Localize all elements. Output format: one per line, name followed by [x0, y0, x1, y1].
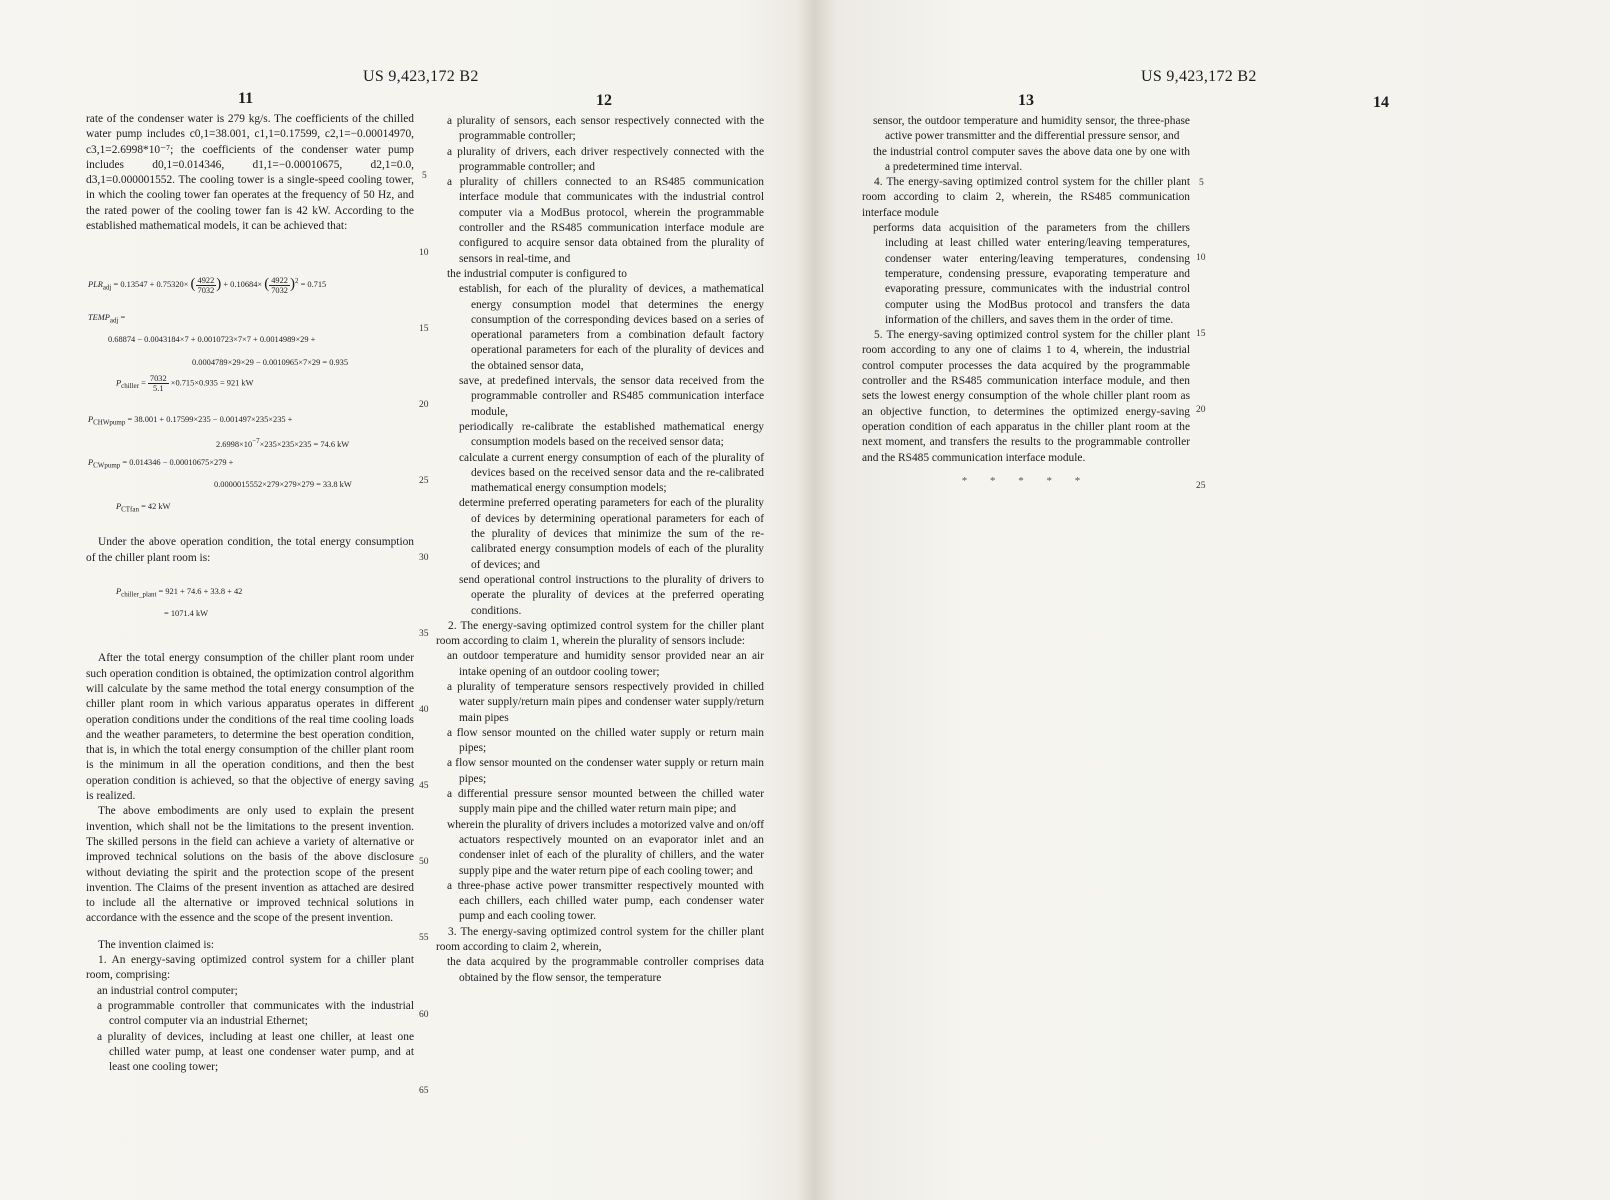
formula-total-line-1: $P_{chiller\_plant} = 921 + 74.6 + 33.8 + 42$ [116, 587, 243, 600]
formula-plr-symbol: PLR [88, 280, 103, 290]
column-11 [86, 112, 414, 1075]
left-page [0, 0, 800, 1200]
formula-chw-line-1: $P_{CHWpump} = 38.001 + 0.17599\times 235 - 0.001497\times 235\times 235$ + [88, 415, 293, 428]
formula-temp-line-1: 0.68874 − 0.0043184×7 + 0.0010723×7×7 + 0.0014989×29 + [108, 335, 316, 345]
claim-4-preamble: 4. The energy-saving optimized control system for the chiller plant room according to claim 2, wherein, the RS485 communication interface module [862, 176, 1190, 219]
patent-header-right: US 9,423,172 B2 [1141, 68, 1257, 85]
page-number-12: 12 [596, 92, 612, 109]
claim-4-performs: performs data acquisition of the parameters from the chillers including at least chilled water entering/leaving temperatures, condenser water entering/leaving temperatures, condensing temperature, condensing pressure, evaporating temperature and evaporating pressure, communicates with the industrial control computer using the ModBus protocol and transfers the data information of the chillers, and saves them in the order of time. [873, 222, 1190, 326]
claim-1-establish: establish, for each of the plurality of devices, a mathematical energy consumption model that determines the energy consumption of the corresponding devices based on a series of operational parameters from a combination default factory operational parameters for each of the plurality of devices and the obtained sensor data, [459, 283, 764, 372]
line-number: 5 [1199, 178, 1204, 188]
formula-plr-sub: adj [102, 283, 112, 292]
claim-2-outdoor-sensor: an outdoor temperature and humidity sensor provided near an air intake opening of an outdoor cooling tower; [447, 650, 764, 678]
page-number-14: 14 [1373, 94, 1389, 111]
line-number: 20 [419, 400, 429, 410]
formula-plr-num-2: 4922 [271, 275, 288, 285]
claim-1-element-b: a programmable controller that communicates with the industrial control computer via an industrial Ethernet; [97, 999, 414, 1028]
claim-1-sensors: a plurality of sensors, each sensor respectively connected with the programmable controller; [447, 115, 764, 143]
claim-2-power-transmitter: a three-phase active power transmitter respectively mounted with each chillers, each chilled water pump, each condenser water pump and each cooling tower. [447, 879, 764, 923]
line-number: 35 [419, 629, 429, 639]
paragraph-after: After the total energy consumption of the chiller plant room under such operation condition is obtained, the optimization control algorithm will calculate by the same method the total energy consumption of the chiller plant room in which various apparatus operates in different operation conditions under the conditions of the real time cooling loads and the weather parameters, to determine the best operation condition, that is, in which the total energy consumption of the chiller plant room is the minimum in all the operation conditions, and then the best operation condition is achieved, so that the objective of energy saving is realized. [86, 652, 414, 803]
formula-ctfan: $P_{CTfan} = 42$ kW [116, 502, 171, 515]
line-number: 10 [419, 248, 429, 258]
claim-1-chillers: a plurality of chillers connected to an RS485 communication interface module that communicates with the industrial control computer via a ModBus protocol, wherein the programmable controller and the RS485 communication interface module are configured to acquire sensor data obtained from the plurality of sensors in real-time, and [447, 176, 764, 265]
line-number: 60 [419, 1010, 429, 1020]
claim-1-preamble: 1. An energy-saving optimized control system for a chiller plant room, comprising: [86, 954, 414, 982]
line-number: 45 [419, 781, 429, 791]
claim-1-save: save, at predefined intervals, the sensor data received from the programmable controller and RS485 communication interface module, [459, 375, 764, 418]
formula-cw-line-1: $P_{CWpump} = 0.014346 - 0.00010675\times 279$ + [88, 458, 234, 471]
formula-chw-line-2: $2.6998\times 10^{-7}\times 235\times 235\times 235 = 74.6$ kW [216, 437, 350, 450]
patent-header-left: US 9,423,172 B2 [363, 68, 479, 85]
line-number: 5 [422, 171, 427, 181]
line-number: 25 [1196, 481, 1206, 491]
line-number: 65 [419, 1086, 429, 1096]
page-number-11: 11 [238, 90, 254, 107]
formula-plr-term-a: = 0.13547 + 0.75320× [113, 280, 189, 290]
formula-plr-num-1: 4922 [197, 275, 215, 285]
line-number: 55 [419, 933, 429, 943]
right-page [810, 0, 1610, 1200]
formula-plr-result: = 0.715 [300, 280, 327, 290]
claim-1-calculate: calculate a current energy consumption of each of the plurality of devices based on the received sensor data and the re-calibrated mathematical energy consumption models; [459, 451, 764, 495]
claim-2-pressure-sensor: a differential pressure sensor mounted between the chilled water supply main pipe and the chilled water return main pipe; and [447, 788, 764, 816]
line-number: 15 [419, 324, 429, 334]
formula-pchiller: $P_{chiller}$ = $\frac{7032}{5.1}$ ×0.715×0.935 = 921 kW [116, 374, 254, 394]
claim-1-element-c: a plurality of devices, including at least one chiller, at least one chilled water pump, at least one condenser water pump, and at least one cooling tower; [97, 1030, 414, 1074]
claims-heading: The invention claimed is: [98, 938, 215, 951]
line-number: 50 [419, 857, 429, 867]
column-12 [436, 114, 764, 986]
claim-2-temperature-sensors: a plurality of temperature sensors respectively provided in chilled water supply/return main pipes and condenser water supply/return main pipes [447, 680, 764, 724]
formula-cw-line-2: 0.0000015552×279×279×279 = 33.8 kW [214, 480, 352, 490]
claim-3-continued: sensor, the outdoor temperature and humidity sensor, the three-phase active power transmitter and the differential pressure sensor, and [873, 115, 1190, 143]
claim-1-recalibrate: periodically re-calibrate the established mathematical energy consumption models based on the received sensor data; [459, 420, 764, 449]
line-number: 25 [419, 476, 429, 486]
paragraph-under: Under the above operation condition, the total energy consumption of the chiller plant room is: [86, 536, 414, 564]
claim-2-flow-sensor-condenser: a flow sensor mounted on the condenser water supply or return main pipes; [447, 757, 764, 785]
line-number: 40 [419, 705, 429, 715]
formula-plr-den-1: 7032 [197, 285, 215, 295]
paragraph-coefficients: rate of the condenser water is 279 kg/s. The coefficients of the chilled water pump includes c0,1=38.001, c1,1=0.17599, c2,1=−0.00014970, c3,1=2.6998*10⁻⁷; the coefficients of the condenser water pump includes d0,1=0.014346, d1,1=−0.00010675, d2,1=0.0, d3,1=0.000001552. The cooling tower is a single-speed cooling tower, in which the cooling tower fan operates at the frequency of 50 Hz, and the rated power of the cooling tower fan is 42 kW. According to the established mathematical models, it can be achieved that: [86, 113, 414, 233]
formula-plr-square: 2 [294, 277, 299, 286]
page-number-13: 13 [1018, 92, 1034, 109]
claim-2-preamble: 2. The energy-saving optimized control system for the chiller plant room according to claim 1, wherein the plurality of sensors include: [436, 619, 764, 648]
formula-block [86, 234, 414, 619]
line-number: 30 [419, 553, 429, 563]
column-13 [862, 114, 1190, 489]
claim-1-determine: determine preferred operating parameters for each of the plurality of devices by determining operational parameters for each of the plurality of devices that minimize the sum of the re-calibrated energy consumption models of each of the plurality of devices; and [459, 497, 764, 571]
claim-3-preamble: 3. The energy-saving optimized control system for the chiller plant room according to claim 2, wherein, [436, 925, 764, 954]
formula-plr-term-b: + 0.10684× [223, 280, 263, 290]
claim-2-flow-sensor-chilled: a flow sensor mounted on the chilled water supply or return main pipes; [447, 726, 764, 755]
paragraph-embodiments: The above embodiments are only used to explain the present invention, which shall not be the limitations to the present invention. The skilled persons in the field can achieve a variety of alternative or improved technical solutions on the basis of the above disclosure without deviating the spirit and the protection scope of the present invention. The Claims of the present invention as attached are desired to include all the alternative or improved technical solutions in accordance with the essence and the scope of the present invention. [86, 805, 414, 925]
formula-plr-den-2: 7032 [271, 285, 288, 295]
claim-3-save: the industrial control computer saves the above data one by one with a predetermined time interval. [873, 145, 1190, 173]
line-number: 10 [1196, 253, 1206, 263]
claim-2-drivers: wherein the plurality of drivers includes a motorized valve and on/off actuators respectively mounted on an evaporator inlet and an condenser inlet of each of the plurality of chillers, and the water supply pipe and the water return pipe of each cooling tower; and [447, 818, 764, 877]
line-number: 20 [1196, 405, 1206, 415]
formula-plr: $PLR_{adj} = 0.13547 + 0.75320\times$ ( $\frac{4922}{7032}$ ) + 0.10684× ( $\frac{4922}{7032}$ )$^2$ = 0.715 [88, 275, 327, 295]
claim-3-data: the data acquired by the programmable controller comprises data obtained by the flow sensor, the temperature [447, 956, 764, 984]
formula-temp-line-2: 0.0004789×29×29 − 0.0010965×7×29 = 0.935 [192, 358, 349, 368]
claim-1-computer: the industrial computer is configured to [447, 267, 627, 280]
claim-1-element-a: an industrial control computer; [97, 984, 238, 997]
formula-total-line-2: = 1071.4 kW [164, 609, 209, 619]
formula-temp-lhs: $TEMP_{adj}$ = [88, 313, 126, 326]
claim-5: 5. The energy-saving optimized control system for the chiller plant room according to any one of claims 1 to 4, wherein, the industrial control computer processes the data acquired by the programmable controller and the RS485 communication interface module, and then sets the lowest energy consumption of the whole chiller plant room as an objective function, to determines the optimized energy-saving operation condition of each apparatus in the chiller plant room at the next moment, and transfers the results to the programmable controller and the RS485 communication interface module. [862, 329, 1190, 464]
line-number: 15 [1196, 329, 1206, 339]
claim-1-send: send operational control instructions to the plurality of drivers to operate the plurality of devices at the preferred operating conditions. [459, 573, 764, 617]
claim-1-drivers: a plurality of drivers, each driver respectively connected with the programmable controller; and [447, 145, 764, 173]
end-stars: * * * * * [961, 474, 1091, 487]
